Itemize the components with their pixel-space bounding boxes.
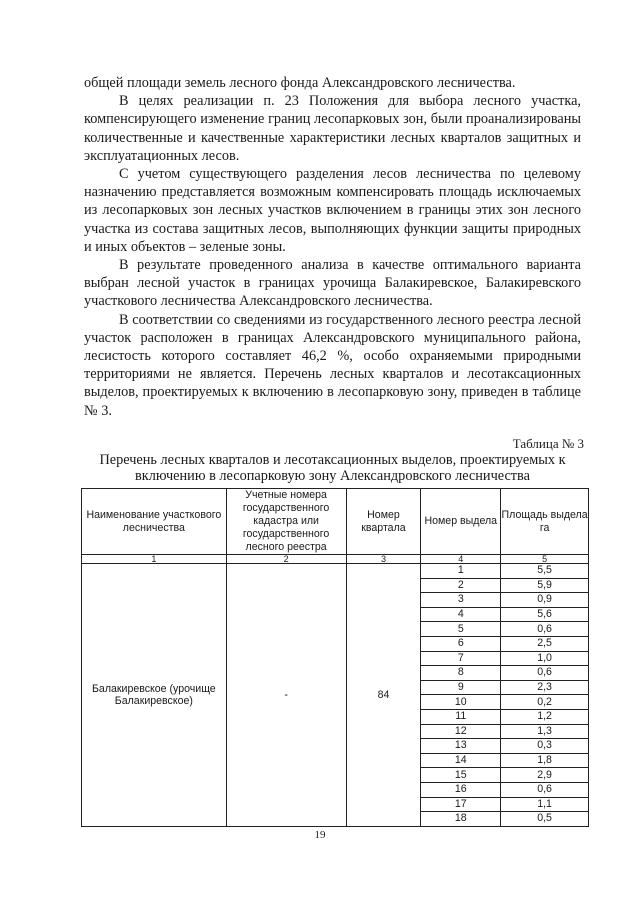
- plot-number-cell: 1: [421, 564, 501, 579]
- plot-number-cell: 9: [421, 680, 501, 695]
- plot-area-cell: 5,9: [501, 578, 589, 593]
- plot-number-cell: 7: [421, 651, 501, 666]
- plot-number-cell: 6: [421, 636, 501, 651]
- plot-area-cell: 1,2: [501, 709, 589, 724]
- plot-number-cell: 3: [421, 593, 501, 608]
- plot-number-cell: 18: [421, 812, 501, 827]
- table-title: Перечень лесных кварталов и лесотаксационных выделов, проектируемых к включению в лесопарковую зону Александровского лесничества: [99, 452, 566, 484]
- column-number: 4: [421, 555, 501, 564]
- plot-area-cell: 0,2: [501, 695, 589, 710]
- plot-area-cell: 5,6: [501, 607, 589, 622]
- plot-number-cell: 4: [421, 607, 501, 622]
- plot-area-cell: 0,9: [501, 593, 589, 608]
- plot-area-cell: 1,1: [501, 797, 589, 812]
- quarter-cell: 84: [346, 564, 421, 827]
- plot-area-cell: 2,3: [501, 680, 589, 695]
- table-row: [82, 564, 589, 579]
- plot-area-cell: 2,9: [501, 768, 589, 783]
- plot-number-cell: 2: [421, 578, 501, 593]
- plot-number-cell: 11: [421, 709, 501, 724]
- plot-area-cell: 1,3: [501, 724, 589, 739]
- plot-area-cell: 0,5: [501, 812, 589, 827]
- plot-area-cell: 0,6: [501, 782, 589, 797]
- header-quarter: Номер квартала: [346, 489, 421, 555]
- plot-number-cell: 13: [421, 739, 501, 754]
- plot-area-cell: 1,0: [501, 651, 589, 666]
- paragraph-4: В результате проведенного анализа в качестве оптимального варианта выбран лесной участок в границах урочища Балакиревское, Балакиревского участкового лесничества Александровского лесничества.: [84, 257, 581, 310]
- paragraph-3: С учетом существующего разделения лесов лесничества по целевому назначению представляется возможным компенсировать площадь исключаемых из лесопарковых зон лесных участков включением в границы этих зон лесного участка из состава защитных лесов, выполняющих функции защиты природных и иных объектов – зеленые зоны.: [84, 166, 581, 255]
- column-number: 5: [501, 555, 589, 564]
- plot-number-cell: 17: [421, 797, 501, 812]
- paragraph-1: общей площади земель лесного фонда Александровского лесничества.: [84, 75, 516, 91]
- header-plot-area: Площадь выдела га: [501, 489, 589, 555]
- plot-number-cell: 12: [421, 724, 501, 739]
- plot-area-cell: 0,6: [501, 666, 589, 681]
- plot-number-cell: 16: [421, 782, 501, 797]
- body-text: [84, 74, 581, 420]
- plot-number-cell: 8: [421, 666, 501, 681]
- header-forestry: Наименование участкового лесничества: [82, 489, 227, 555]
- column-number: 3: [346, 555, 421, 564]
- table-label: Таблица № 3: [512, 436, 584, 451]
- column-number: 1: [82, 555, 227, 564]
- header-plot-number: Номер выдела: [421, 489, 501, 555]
- plot-area-cell: 2,5: [501, 636, 589, 651]
- forestry-name-cell: Балакиревское (урочище Балакиревское): [82, 564, 227, 827]
- plot-area-cell: 5,5: [501, 564, 589, 579]
- paragraph-2: В целях реализации п. 23 Положения для выбора лесного участка, компенсирующего изменение границ лесопарковых зон, были проанализированы количественные и качественные характеристики лесных кварталов защитных и эксплуатационных лесов.: [84, 93, 581, 164]
- plot-number-cell: 5: [421, 622, 501, 637]
- header-cadastral: Учетные номера государственного кадастра или государственного лесного реестра: [226, 489, 346, 555]
- plot-area-cell: 1,8: [501, 753, 589, 768]
- cadastral-cell: -: [226, 564, 346, 827]
- column-number: 2: [226, 555, 346, 564]
- plot-number-cell: 10: [421, 695, 501, 710]
- plot-area-cell: 0,3: [501, 739, 589, 754]
- plot-area-cell: 0,6: [501, 622, 589, 637]
- table-header-row: [82, 489, 589, 555]
- plot-number-cell: 14: [421, 753, 501, 768]
- paragraph-5: В соответствии со сведениями из государственного лесного реестра лесной участок расположен в границах Александровского муниципального района, лесистость которого составляет 46,2 %, особо охраняемыми природными территориями не является. Перечень лесных кварталов и лесотаксационных выделов, проектируемых к включению в лесопарковую зону, приведен в таблице № 3.: [84, 311, 581, 419]
- plot-number-cell: 15: [421, 768, 501, 783]
- page-number: 19: [314, 829, 326, 841]
- column-number-row: [82, 555, 589, 564]
- forest-plots-table: [81, 488, 589, 827]
